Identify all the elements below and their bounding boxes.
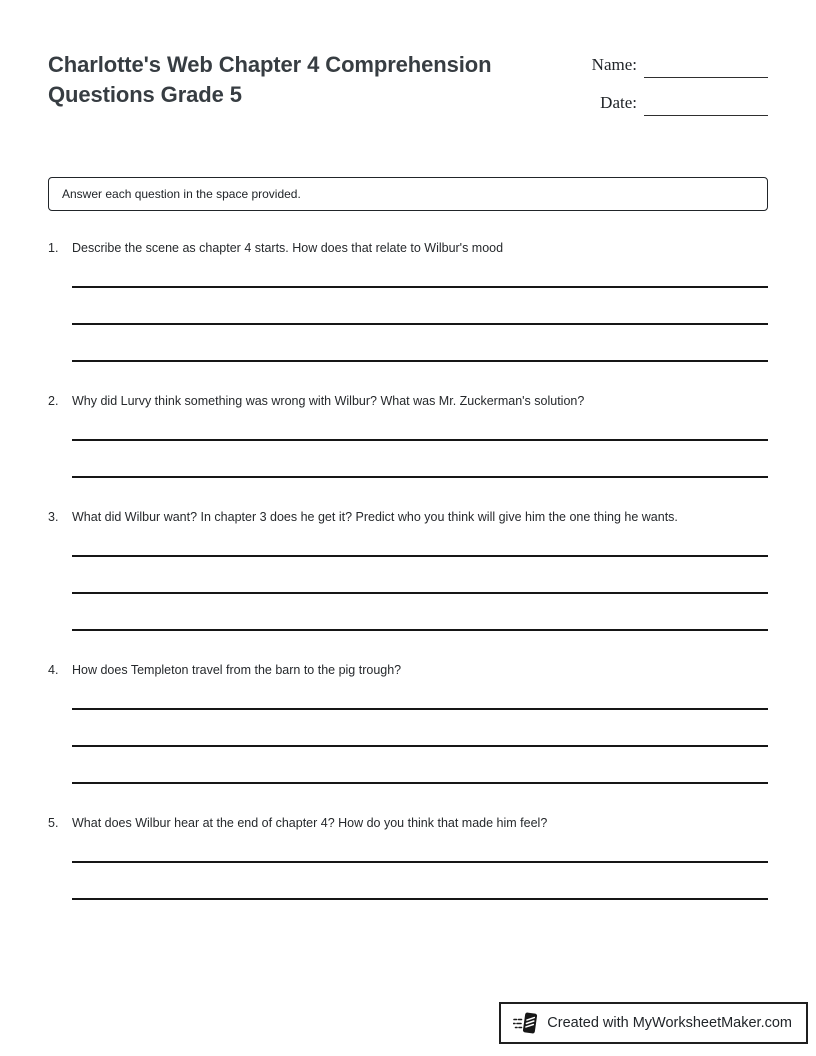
question-row (48, 814, 768, 832)
date-field-row (592, 90, 768, 116)
answer-line (72, 832, 768, 863)
question-block-2 (48, 392, 768, 478)
question-text: How does Templeton travel from the barn to the pig trough? (72, 663, 402, 677)
question-block-1 (48, 239, 768, 362)
question-row (48, 392, 768, 410)
instructions-box (48, 177, 768, 211)
answer-line (72, 526, 768, 557)
header (48, 50, 768, 128)
date-blank-line (644, 90, 768, 116)
answer-line (72, 257, 768, 288)
answer-lines (48, 257, 768, 362)
answer-line (72, 594, 768, 631)
answer-lines (48, 832, 768, 900)
page-title: Charlotte's Web Chapter 4 Comprehension Questions Grade 5 (48, 52, 492, 107)
answer-line (72, 288, 768, 325)
date-label: Date: (600, 93, 637, 112)
footer-badge-text: Created with MyWorksheetMaker.com (547, 1015, 792, 1031)
question-row (48, 508, 768, 526)
name-field-row (592, 52, 768, 78)
question-text: Describe the scene as chapter 4 starts. How does that relate to Wilbur's mood (72, 241, 504, 255)
question-block-4 (48, 661, 768, 784)
question-block-5 (48, 814, 768, 900)
question-row (48, 661, 768, 679)
question-block-3 (48, 508, 768, 631)
question-text: Why did Lurvy think something was wrong with Wilbur? What was Mr. Zuckerman's solution? (72, 394, 585, 408)
name-date-fields (592, 52, 768, 128)
questions-list (48, 239, 768, 900)
myworksheetmaker-logo-icon (513, 1010, 539, 1036)
answer-lines (48, 526, 768, 631)
answer-line (72, 325, 768, 362)
answer-lines (48, 410, 768, 478)
question-number: 3. (48, 510, 59, 524)
name-blank-line (644, 52, 768, 78)
question-row (48, 239, 768, 257)
question-number: 2. (48, 394, 59, 408)
question-number: 4. (48, 663, 59, 677)
answer-line (72, 747, 768, 784)
answer-line (72, 710, 768, 747)
name-label: Name: (591, 55, 637, 74)
answer-lines (48, 679, 768, 784)
footer-badge (499, 1002, 808, 1044)
question-number: 1. (48, 241, 59, 255)
instructions-text: Answer each question in the space provided. (62, 187, 301, 201)
answer-line (72, 441, 768, 478)
answer-line (72, 410, 768, 441)
answer-line (72, 679, 768, 710)
question-text: What does Wilbur hear at the end of chapter 4? How do you think that made him feel? (72, 816, 548, 830)
question-text: What did Wilbur want? In chapter 3 does he get it? Predict who you think will give him the one thing he wants. (72, 510, 678, 524)
answer-line (72, 863, 768, 900)
question-number: 5. (48, 816, 59, 830)
answer-line (72, 557, 768, 594)
